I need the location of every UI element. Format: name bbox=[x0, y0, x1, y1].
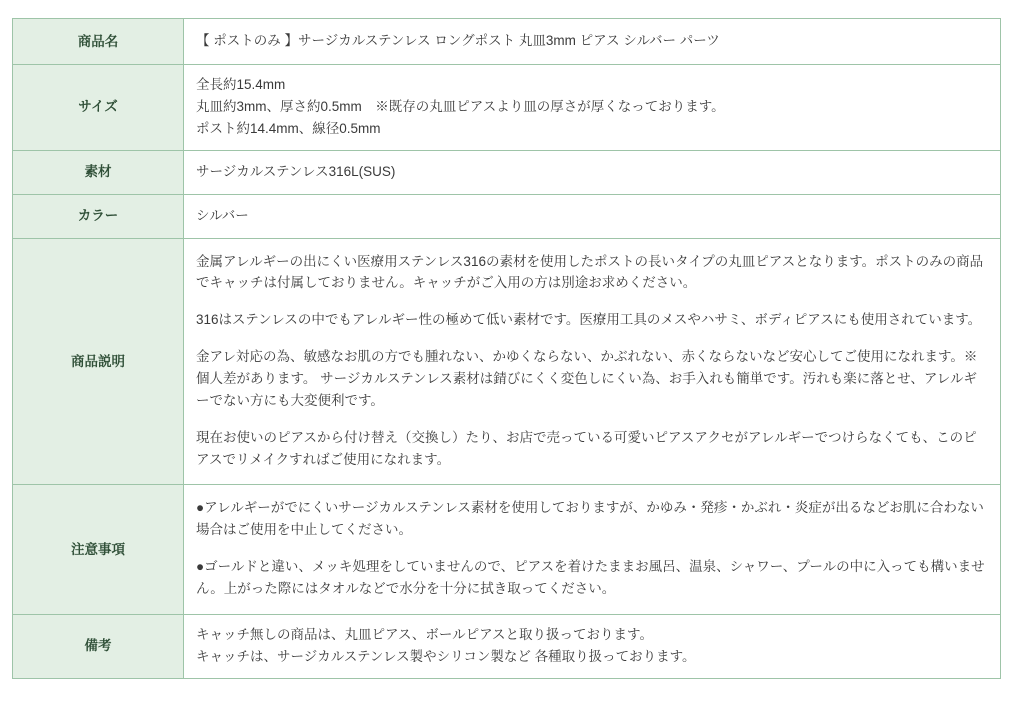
value-paragraph: 金アレ対応の為、敏感なお肌の方でも腫れない、かゆくならない、かぶれない、赤くならないなど安心してご使用になれます。※個人差があります。 サージカルステンレス素材は錆びにくく変色しにくい為、お手入れも簡単です。汚れも楽に落とせ、アレルギーでない方にも大変便利です。 bbox=[196, 349, 978, 408]
row-value bbox=[184, 19, 1001, 65]
row-label: 商品名 bbox=[13, 19, 184, 65]
row-label: 商品説明 bbox=[13, 238, 184, 485]
value-paragraph: 金属アレルギーの出にくい医療用ステンレス316の素材を使用したポストの長いタイプの丸皿ピアスとなります。ポストのみの商品でキャッチは付属しておりません。キャッチがご入用の方は別途お求めください。 bbox=[196, 253, 984, 291]
table-row bbox=[13, 238, 1001, 485]
row-value bbox=[184, 238, 1001, 485]
row-value bbox=[184, 485, 1001, 614]
value-line: 丸皿約3mm、厚さ約0.5mm ※既存の丸皿ピアスより皿の厚さが厚くなっております。 bbox=[196, 98, 725, 114]
table-row bbox=[13, 614, 1001, 678]
row-label: カラー bbox=[13, 194, 184, 238]
value-line: サージカルステンレス316L(SUS) bbox=[196, 163, 396, 179]
value-line: 全長約15.4mm bbox=[196, 77, 286, 92]
table-row bbox=[13, 19, 1001, 65]
value-line: 【 ポストのみ 】サージカルステンレス ロングポスト 丸皿3mm ピアス シルバー パーツ bbox=[196, 33, 720, 49]
value-paragraph: ●ゴールドと違い、メッキ処理をしていませんので、ピアスを着けたままお風呂、温泉、シャワー、プールの中に入っても構いません。上がった際にはタオルなどで水分を十分に拭き取ってください。 bbox=[196, 559, 985, 597]
value-paragraph: 現在お使いのピアスから付け替え（交換し）たり、お店で売っている可愛いピアスアクセがアレルギーでつけらなくても、このピアスでリメイクすればご使用になれます。 bbox=[196, 429, 977, 467]
row-label: サイズ bbox=[13, 65, 184, 151]
spec-table-body bbox=[13, 19, 1001, 679]
value-paragraph: 316はステンレスの中でもアレルギー性の極めて低い素材です。医療用工具のメスやハサミ、ボディピアスにも使用されています。 bbox=[196, 312, 982, 328]
value-line: キャッチは、サージカルステンレス製やシリコン製など 各種取り扱っております。 bbox=[196, 648, 696, 664]
row-value bbox=[184, 614, 1001, 678]
value-line: シルバー bbox=[196, 207, 249, 223]
row-value bbox=[184, 150, 1001, 194]
row-label: 素材 bbox=[13, 150, 184, 194]
table-row bbox=[13, 194, 1001, 238]
row-value bbox=[184, 194, 1001, 238]
row-value bbox=[184, 65, 1001, 151]
value-paragraph: ●アレルギーがでにくいサージカルステンレス素材を使用しておりますが、かゆみ・発疹・かぶれ・炎症が出るなどお肌に合わない場合はご使用を中止してください。 bbox=[196, 500, 984, 538]
row-label: 注意事項 bbox=[13, 485, 184, 614]
product-spec-table bbox=[12, 18, 1001, 679]
value-line: ポスト約14.4mm、線径0.5mm bbox=[196, 120, 381, 136]
row-label: 備考 bbox=[13, 614, 184, 678]
table-row bbox=[13, 65, 1001, 151]
table-row bbox=[13, 150, 1001, 194]
value-line: キャッチ無しの商品は、丸皿ピアス、ボールピアスと取り扱っております。 bbox=[196, 626, 653, 642]
table-row bbox=[13, 485, 1001, 614]
